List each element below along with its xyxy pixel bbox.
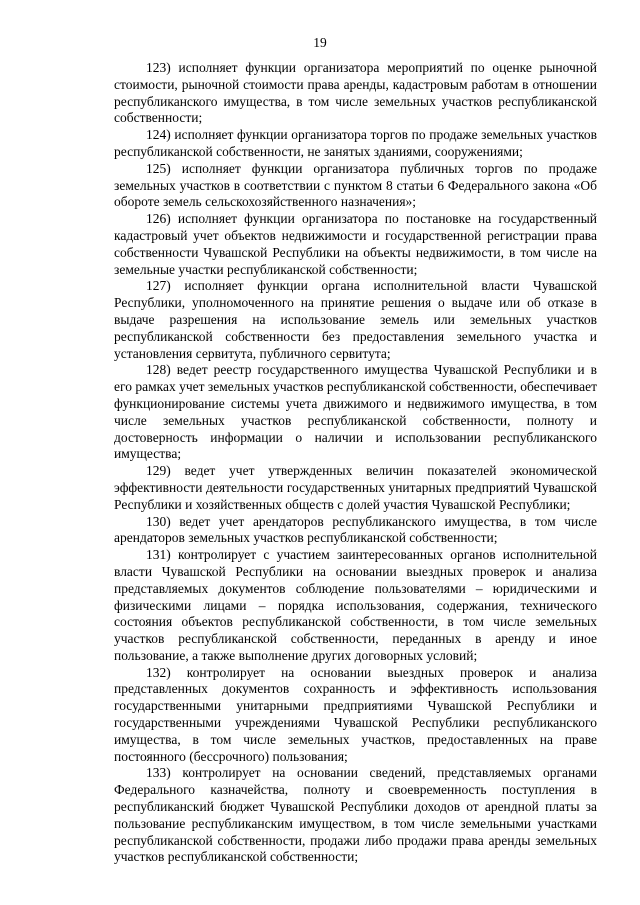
paragraph-item-128: 128) ведет реестр государственного имущества Чувашской Республики и в его рамках учет земельных участков республиканской собственности, обеспечивает функционирование системы учета движимого и недвижимого имущества, в том числе земельных участков республиканской собственности, полноту и достоверность информации о наличии и использовании республиканского имущества; [114, 362, 597, 462]
paragraph-item-127: 127) исполняет функции органа исполнительной власти Чувашской Республики, уполномоченного на принятие решения о выдаче или об отказе в выдаче разрешения на использование земель или земельных участков республиканской собственности без предоставления земельного участка и установления сервитута, публичного сервитута; [114, 278, 597, 361]
paragraph-item-130: 130) ведет учет арендаторов республиканского имущества, в том числе арендаторов земельных участков республиканской собственности; [114, 513, 597, 546]
paragraph-item-131: 131) контролирует с участием заинтересованных органов исполнительной власти Чувашской Республики на основании выездных проверок и анализа представляемых документов соблюдение пользователями – юридическими и физическими лицами – порядка использования, содержания, технического состояния объектов республиканской собственности, в том числе земельных участков республиканской собственности, переданных в аренду и иное пользование, а также выполнение других договорных условий; [114, 547, 597, 663]
paragraph-item-133: 133) контролирует на основании сведений, представляемых органами Федерального казначейства, полноту и своевременность поступления в республиканский бюджет Чувашской Республики доходов от арендной платы за пользование республиканским имуществом, в том числе земельными участками республиканской собственности, продажи либо продажи права аренды земельных участков республиканской собственности; [114, 765, 597, 865]
paragraph-item-129: 129) ведет учет утвержденных величин показателей экономической эффективности деятельности государственных унитарных предприятий Чувашской Республики и хозяйственных обществ с долей участия Чувашской Республики; [114, 463, 597, 512]
paragraph-item-132: 132) контролирует на основании выездных проверок и анализа представленных документов сохранность и эффективность использования государственными унитарными предприятиями Чувашской Республики и государственными учреждениями Чувашской Республики республиканского имущества, в том числе земельных участков, предоставленных на праве постоянного (бессрочного) пользования; [114, 664, 597, 764]
paragraph-item-126: 126) исполняет функции организатора по постановке на государственный кадастровый учет объектов недвижимости и государственной регистрации права собственности Чувашской Республики на объекты недвижимости, в том числе на земельные участки республиканской собственности; [114, 211, 597, 277]
document-body [114, 60, 597, 866]
paragraph-item-125: 125) исполняет функции организатора публичных торгов по продаже земельных участков в соответствии с пунктом 8 статьи 6 Федерального закона «Об обороте земель сельскохозяйственного назначения»; [114, 160, 597, 210]
page-number: 19 [313, 35, 327, 50]
paragraph-item-123: 123) исполняет функции организатора мероприятий по оценке рыночной стоимости, рыночной стоимости права аренды, кадастровым работам в отношении республиканского имущества, в том числе земельных участков республиканской собственности; [114, 60, 597, 126]
paragraph-item-124: 124) исполняет функции организатора торгов по продаже земельных участков республиканской собственности, не занятых зданиями, сооружениями; [114, 127, 597, 159]
